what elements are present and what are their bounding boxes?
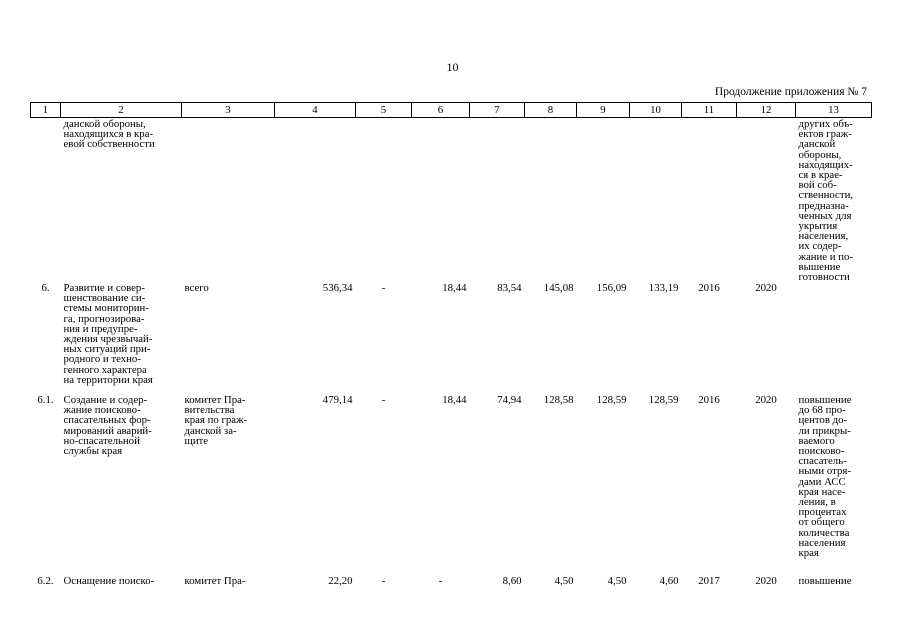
value-col-7 bbox=[470, 118, 525, 284]
expected-result: других объ- ектов граж- данской обороны, находящих- ся в крае- вой соб- ственности, предназна- ченных для укрытия населения, их содер- жание и по- вышение готовности bbox=[798, 118, 854, 284]
start-year: 2016 bbox=[698, 394, 720, 406]
value-col-9 bbox=[577, 118, 630, 284]
value-col-10: 133,19 bbox=[648, 282, 679, 294]
executor bbox=[182, 118, 275, 284]
total-value bbox=[275, 118, 356, 284]
table-row bbox=[31, 576, 872, 594]
value-col-10 bbox=[630, 118, 682, 284]
activity-name: данской обороны, находящихся в кра- евой собственности bbox=[63, 118, 155, 151]
value-col-10: 4,60 bbox=[659, 575, 679, 587]
end-year: 2020 bbox=[755, 394, 777, 406]
total-value: 22,20 bbox=[328, 575, 353, 587]
value-col-8: 4,50 bbox=[554, 575, 574, 587]
value-col-5: - bbox=[381, 394, 386, 406]
start-year bbox=[682, 118, 737, 284]
page-number: 10 bbox=[446, 60, 459, 74]
activity-name: Создание и содер- жание поисково- спасательных фор- мирований аварий- но-спасательной службы края bbox=[63, 394, 152, 458]
col-header-2: 2 bbox=[61, 103, 182, 118]
expected-result: повышение до 68 про- центов до- ли прикры- ваемого поисково- спасатель- ными отря- дами АСС края насе- ления, в процентах от общего количества населения края bbox=[798, 394, 852, 560]
row-number bbox=[31, 118, 61, 284]
value-col-10: 128,59 bbox=[648, 394, 679, 406]
col-header-4: 4 bbox=[275, 103, 356, 118]
col-header-6: 6 bbox=[412, 103, 470, 118]
total-value: 536,34 bbox=[322, 282, 353, 294]
value-col-6: - bbox=[438, 575, 443, 587]
end-year bbox=[737, 118, 796, 284]
expected-result bbox=[796, 283, 872, 395]
start-year: 2017 bbox=[698, 575, 720, 587]
start-year: 2016 bbox=[698, 282, 720, 294]
value-col-6: 18,44 bbox=[442, 282, 467, 294]
value-col-7: 74,94 bbox=[497, 394, 522, 406]
row-number: 6.1. bbox=[37, 394, 54, 406]
continuation-label: Продолжение приложения № 7 bbox=[714, 86, 867, 98]
value-col-9: 4,50 bbox=[607, 575, 627, 587]
activity-name: Оснащение поиско- bbox=[63, 575, 155, 587]
col-header-13: 13 bbox=[796, 103, 872, 118]
col-header-8: 8 bbox=[525, 103, 577, 118]
row-number: 6.2. bbox=[37, 575, 54, 587]
expected-result: повышение bbox=[798, 575, 852, 587]
value-col-6: 18,44 bbox=[442, 394, 467, 406]
header-row bbox=[31, 103, 872, 118]
end-year: 2020 bbox=[755, 575, 777, 587]
value-col-8: 145,08 bbox=[543, 282, 574, 294]
value-col-9: 156,09 bbox=[596, 282, 627, 294]
value-col-6 bbox=[412, 118, 470, 284]
value-col-7: 8,60 bbox=[502, 575, 522, 587]
table-row bbox=[31, 283, 872, 395]
table-row bbox=[31, 395, 872, 576]
activity-name: Развитие и совер- шенствование си- стемы мониторин- га, прогнозирова- ния и предупре- ждения чрезвычай- ных ситуаций при- родного и техно- генного характера на территории края bbox=[63, 282, 153, 386]
col-header-1: 1 bbox=[31, 103, 61, 118]
col-header-10: 10 bbox=[630, 103, 682, 118]
value-col-5 bbox=[356, 118, 412, 284]
col-header-5: 5 bbox=[356, 103, 412, 118]
executor: комитет Пра- bbox=[184, 575, 246, 587]
value-col-8 bbox=[525, 118, 577, 284]
value-col-7: 83,54 bbox=[497, 282, 522, 294]
col-header-11: 11 bbox=[682, 103, 737, 118]
executor: всего bbox=[184, 282, 209, 294]
total-value: 479,14 bbox=[322, 394, 353, 406]
value-col-8: 128,58 bbox=[543, 394, 574, 406]
col-header-7: 7 bbox=[470, 103, 525, 118]
col-header-3: 3 bbox=[182, 103, 275, 118]
appendix-table bbox=[30, 102, 872, 594]
executor: комитет Пра- вительства края по граж- данской за- щите bbox=[184, 394, 248, 447]
col-header-12: 12 bbox=[737, 103, 796, 118]
value-col-5: - bbox=[381, 282, 386, 294]
value-col-5: - bbox=[381, 575, 386, 587]
table-row bbox=[31, 118, 872, 284]
col-header-9: 9 bbox=[577, 103, 630, 118]
row-number: 6. bbox=[41, 282, 50, 294]
end-year: 2020 bbox=[755, 282, 777, 294]
value-col-9: 128,59 bbox=[596, 394, 627, 406]
